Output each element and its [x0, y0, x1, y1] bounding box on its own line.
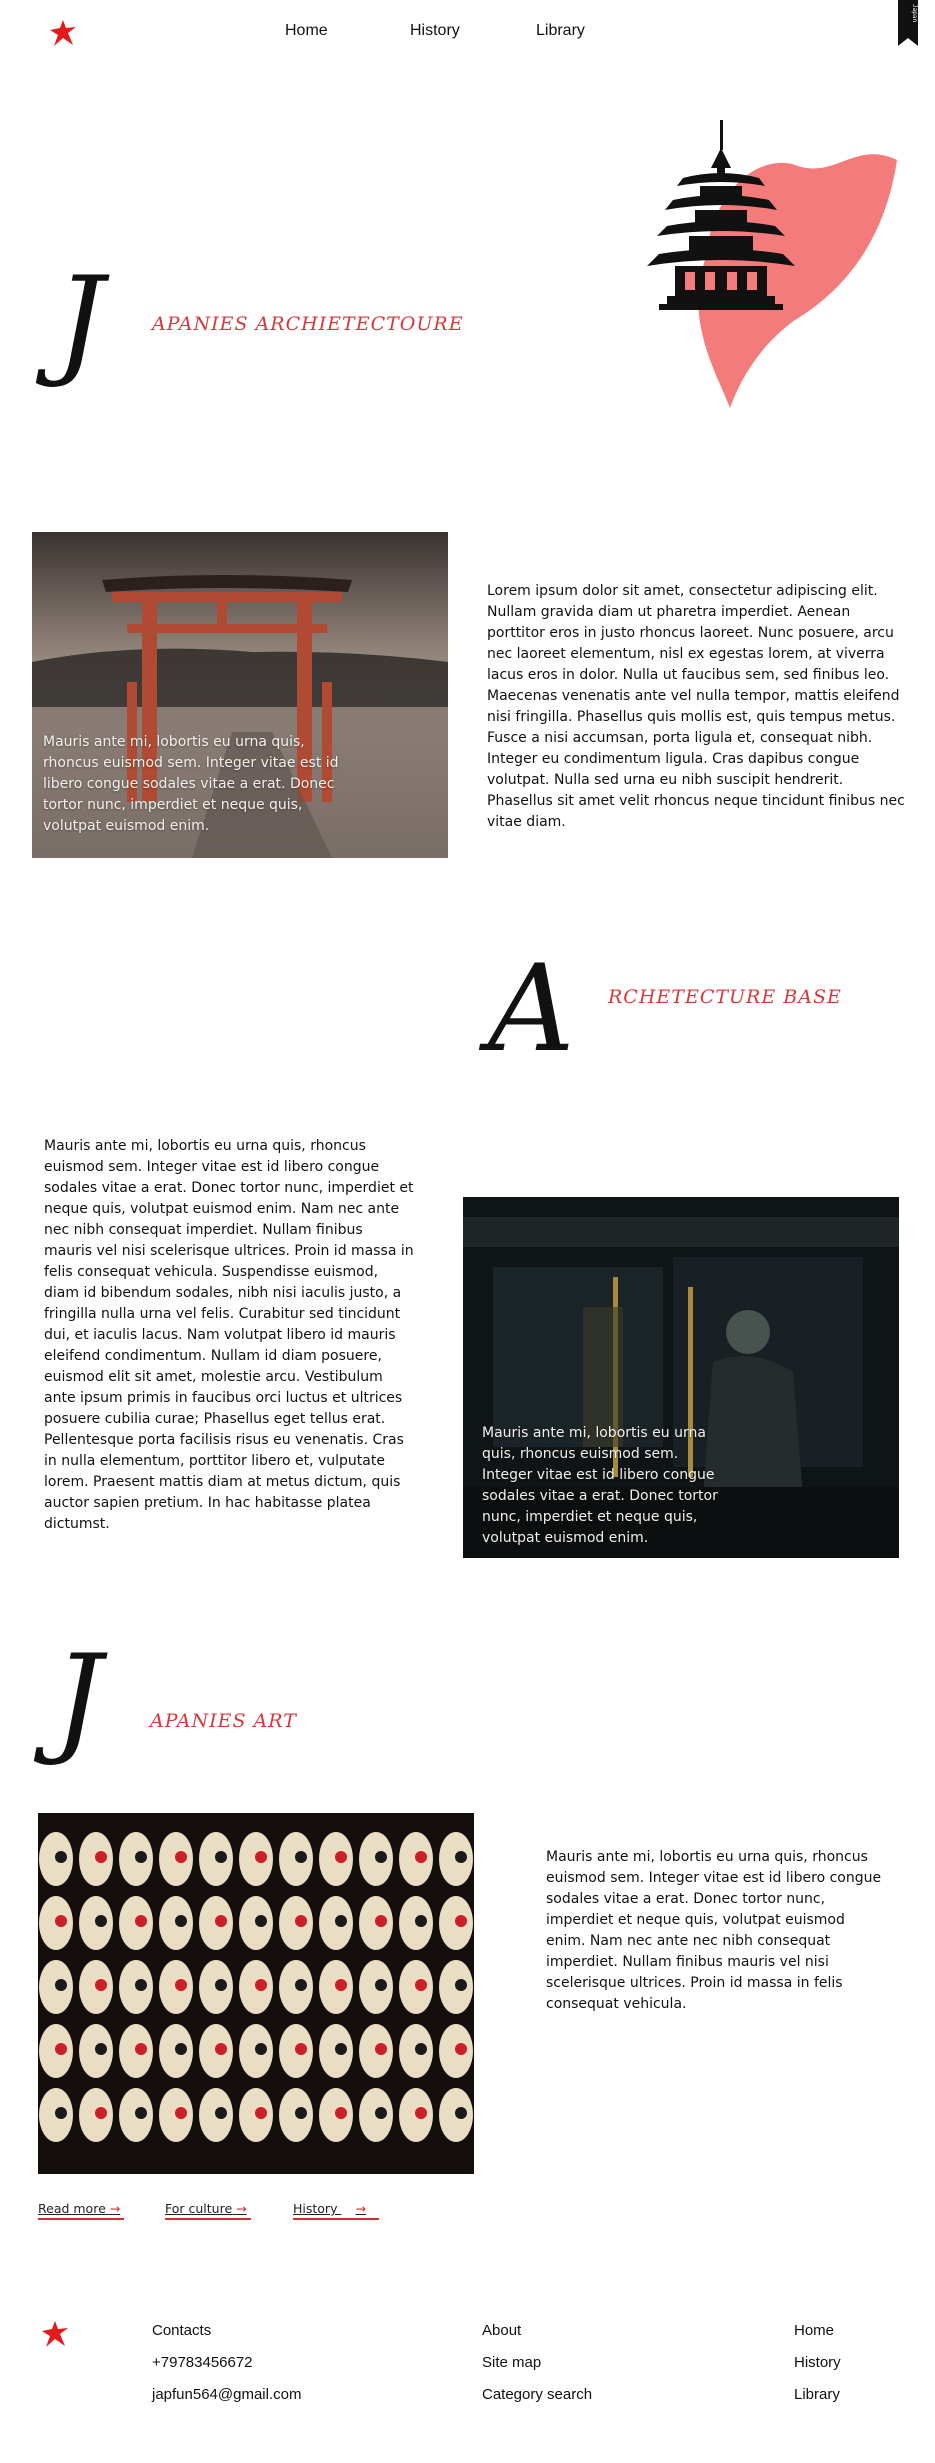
art-title: APANIES ART	[150, 1710, 297, 1732]
lantern-crest	[375, 1915, 387, 1927]
lantern-crest	[255, 1979, 267, 1991]
base-paragraph: Mauris ante mi, lobortis eu urna quis, rhoncus euismod sem. Integer vitae est id libero congue sodales vitae a erat. Donec tortor nunc, imperdiet et neque quis, volutpat euismod enim. Nam nec ante nec nibh consequat imperdiet. Nullam finibus mauris vel nisi scelerisque ultrices. Proin id massa in felis consequat vehicula. Suspendisse euismod, diam id bibendum sodales, nibh nisi iaculis justo, a fringilla nulla urna vel felis. Curabitur sed tincidunt dui, et iaculis lacus. Nam volutpat libero id mauris eleifend condimentum. Nullam id diam posuere, euismod elit sit amet, molestie arcu. Vestibulum ante ipsum primis in faucibus orci luctus et ultrices posuere cubilia curae; Phasellus eget tellus erat. Pellentesque porta facilisis risus eu venenatis. Cras in nulla elementum, porttitor libero et, vulputate lorem. Praesent mattis diam at metus dictum, quis auctor sapien pretium. In hac habitasse platea dictumst.	[44, 1138, 414, 1532]
arrow-right-icon: →	[355, 2201, 366, 2216]
lantern-crest	[135, 2107, 147, 2119]
arrow-right-icon: →	[236, 2201, 247, 2216]
footer-contacts-heading: Contacts	[152, 2322, 212, 2339]
lantern-crest	[335, 1851, 347, 1863]
lantern-crest	[215, 2107, 227, 2119]
lantern-crest	[415, 1979, 427, 1991]
lantern-crest	[415, 1851, 427, 1863]
lantern-crest	[135, 2043, 147, 2055]
lantern-crest	[95, 1851, 107, 1863]
lantern-crest	[135, 1915, 147, 1927]
lantern-crest	[335, 1915, 347, 1927]
lantern-crest	[255, 2107, 267, 2119]
base-title: RCHETECTURE BASE	[608, 986, 842, 1008]
lantern-crest	[455, 2043, 467, 2055]
footer-logo-icon[interactable]	[38, 2319, 72, 2349]
footer-sitemap-link[interactable]: Site map	[482, 2354, 542, 2371]
lantern-crest	[175, 1979, 187, 1991]
pagoda-illustration	[645, 120, 907, 410]
torii-photo-caption: Mauris ante mi, lobortis eu urna quis, rhoncus euismod sem. Integer vitae est id libero congue sodales vitae a erat. Donec tortor nunc, imperdiet et neque quis, volutpat euismod enim.	[43, 734, 339, 834]
art-drop-letter: J	[54, 1630, 103, 1769]
lantern-crest	[175, 2107, 187, 2119]
arrow-right-icon: →	[109, 2201, 121, 2216]
lantern-crest	[255, 2043, 267, 2055]
lantern-crest	[215, 2043, 227, 2055]
lantern-crest	[55, 1915, 67, 1927]
lantern-crest	[215, 1915, 227, 1927]
read-more-link[interactable]	[38, 2201, 124, 2216]
lantern-crest	[215, 1851, 227, 1863]
hero-drop-letter: J	[56, 252, 105, 391]
lantern-crest	[455, 1979, 467, 1991]
lantern-crest	[135, 1851, 147, 1863]
lantern-crest	[55, 1979, 67, 1991]
lantern-crest	[335, 2107, 347, 2119]
lantern-crest	[95, 2107, 107, 2119]
history-link[interactable]	[293, 2201, 379, 2216]
lantern-crest	[95, 1979, 107, 1991]
footer-home-link[interactable]: Home	[794, 2322, 835, 2339]
lantern-crest	[295, 1915, 307, 1927]
lantern-crest	[415, 2043, 427, 2055]
read-more-label: Read more	[38, 2201, 106, 2216]
for-culture-label: For culture	[165, 2201, 233, 2216]
lantern-crest	[455, 1851, 467, 1863]
lantern-crest	[255, 1851, 267, 1863]
lanterns-photo	[38, 1813, 474, 2174]
lantern-crest	[55, 1851, 67, 1863]
lantern-crest	[215, 1979, 227, 1991]
lantern-crest	[375, 1851, 387, 1863]
footer-phone[interactable]: +79783456672	[152, 2354, 253, 2371]
lantern-crest	[375, 1979, 387, 1991]
nav-library[interactable]: Library	[536, 22, 585, 39]
lantern-crest	[55, 2107, 67, 2119]
lantern-crest	[135, 1979, 147, 1991]
lantern-crest	[175, 1851, 187, 1863]
lantern-crest	[335, 1979, 347, 1991]
lantern-crest	[95, 2043, 107, 2055]
lantern-crest	[375, 2107, 387, 2119]
lantern-crest	[55, 2043, 67, 2055]
lantern-crest	[295, 1851, 307, 1863]
nav-history[interactable]: History	[410, 22, 460, 39]
train-photo-caption: Mauris ante mi, lobortis eu urna quis, rhoncus euismod sem. Integer vitae est id libero congue sodales vitae a erat. Donec tortor nunc, imperdiet et neque quis, volutpat euismod enim.	[482, 1425, 718, 1546]
hero-title: APANIES ARCHIETECTOURE	[152, 313, 464, 335]
footer-about-link[interactable]: About	[482, 2322, 522, 2339]
intro-paragraph: Lorem ipsum dolor sit amet, consectetur adipiscing elit. Nullam gravida diam ut pharetra imperdiet. Aenean porttitor eros in justo rhoncus laoreet. Nunc posuere, arcu nec laoreet elementum, nisl ex egestas lorem, at viverra lacus eros in dolor. Nulla ut faucibus sem, sed finibus leo. Maecenas venenatis ante vel nulla tempor, mattis eleifend nisi fringilla. Phasellus quis mollis est, quis tempus metus. Fusce a nisi accumsan, porta ligula et, consequat nibh. Integer eu condimentum ligula. Cras dapibus congue volutpat. Nulla sed urna eu nibh suscipit hendrerit. Phasellus sit amet velit rhoncus neque tincidunt finibus nec vitae diam.	[487, 583, 905, 830]
bookmark-label: Japan	[911, 4, 918, 23]
base-drop-letter: A	[488, 940, 575, 1079]
link-underline	[38, 2218, 124, 2220]
lantern-crest	[415, 1915, 427, 1927]
torii-gate-photo	[32, 532, 448, 858]
link-underline	[293, 2218, 379, 2220]
train-passenger-photo	[463, 1197, 899, 1558]
nav-home[interactable]: Home	[285, 22, 328, 39]
logo-icon[interactable]	[46, 18, 80, 48]
footer-library-link[interactable]: Library	[794, 2386, 840, 2403]
art-paragraph: Mauris ante mi, lobortis eu urna quis, rhoncus euismod sem. Integer vitae est id libero congue sodales vitae a erat. Donec tortor nunc, imperdiet et neque quis, volutpat euismod enim. Nam nec ante nec nibh consequat imperdiet. Nullam finibus mauris vel nisi scelerisque ultrices. Proin id massa in felis consequat vehicula.	[546, 1849, 882, 2012]
lantern-crest	[455, 2107, 467, 2119]
lantern-crest	[295, 2043, 307, 2055]
lantern-crest	[335, 2043, 347, 2055]
history-label: History	[293, 2201, 338, 2216]
footer-category-search-link[interactable]: Category search	[482, 2386, 593, 2403]
lantern-crest	[95, 1915, 107, 1927]
lantern-crest	[455, 1915, 467, 1927]
bookmark-ribbon[interactable]	[898, 0, 918, 46]
lantern-crest	[175, 1915, 187, 1927]
lantern-crest	[295, 2107, 307, 2119]
lantern-crest	[255, 1915, 267, 1927]
lantern-crest	[295, 1979, 307, 1991]
lantern-crest	[175, 2043, 187, 2055]
for-culture-link[interactable]	[165, 2201, 251, 2216]
link-underline	[165, 2218, 251, 2220]
lantern-crest	[415, 2107, 427, 2119]
footer-history-link[interactable]: History	[794, 2354, 841, 2371]
lantern-crest	[375, 2043, 387, 2055]
footer-email[interactable]: japfun564@gmail.com	[152, 2386, 302, 2403]
